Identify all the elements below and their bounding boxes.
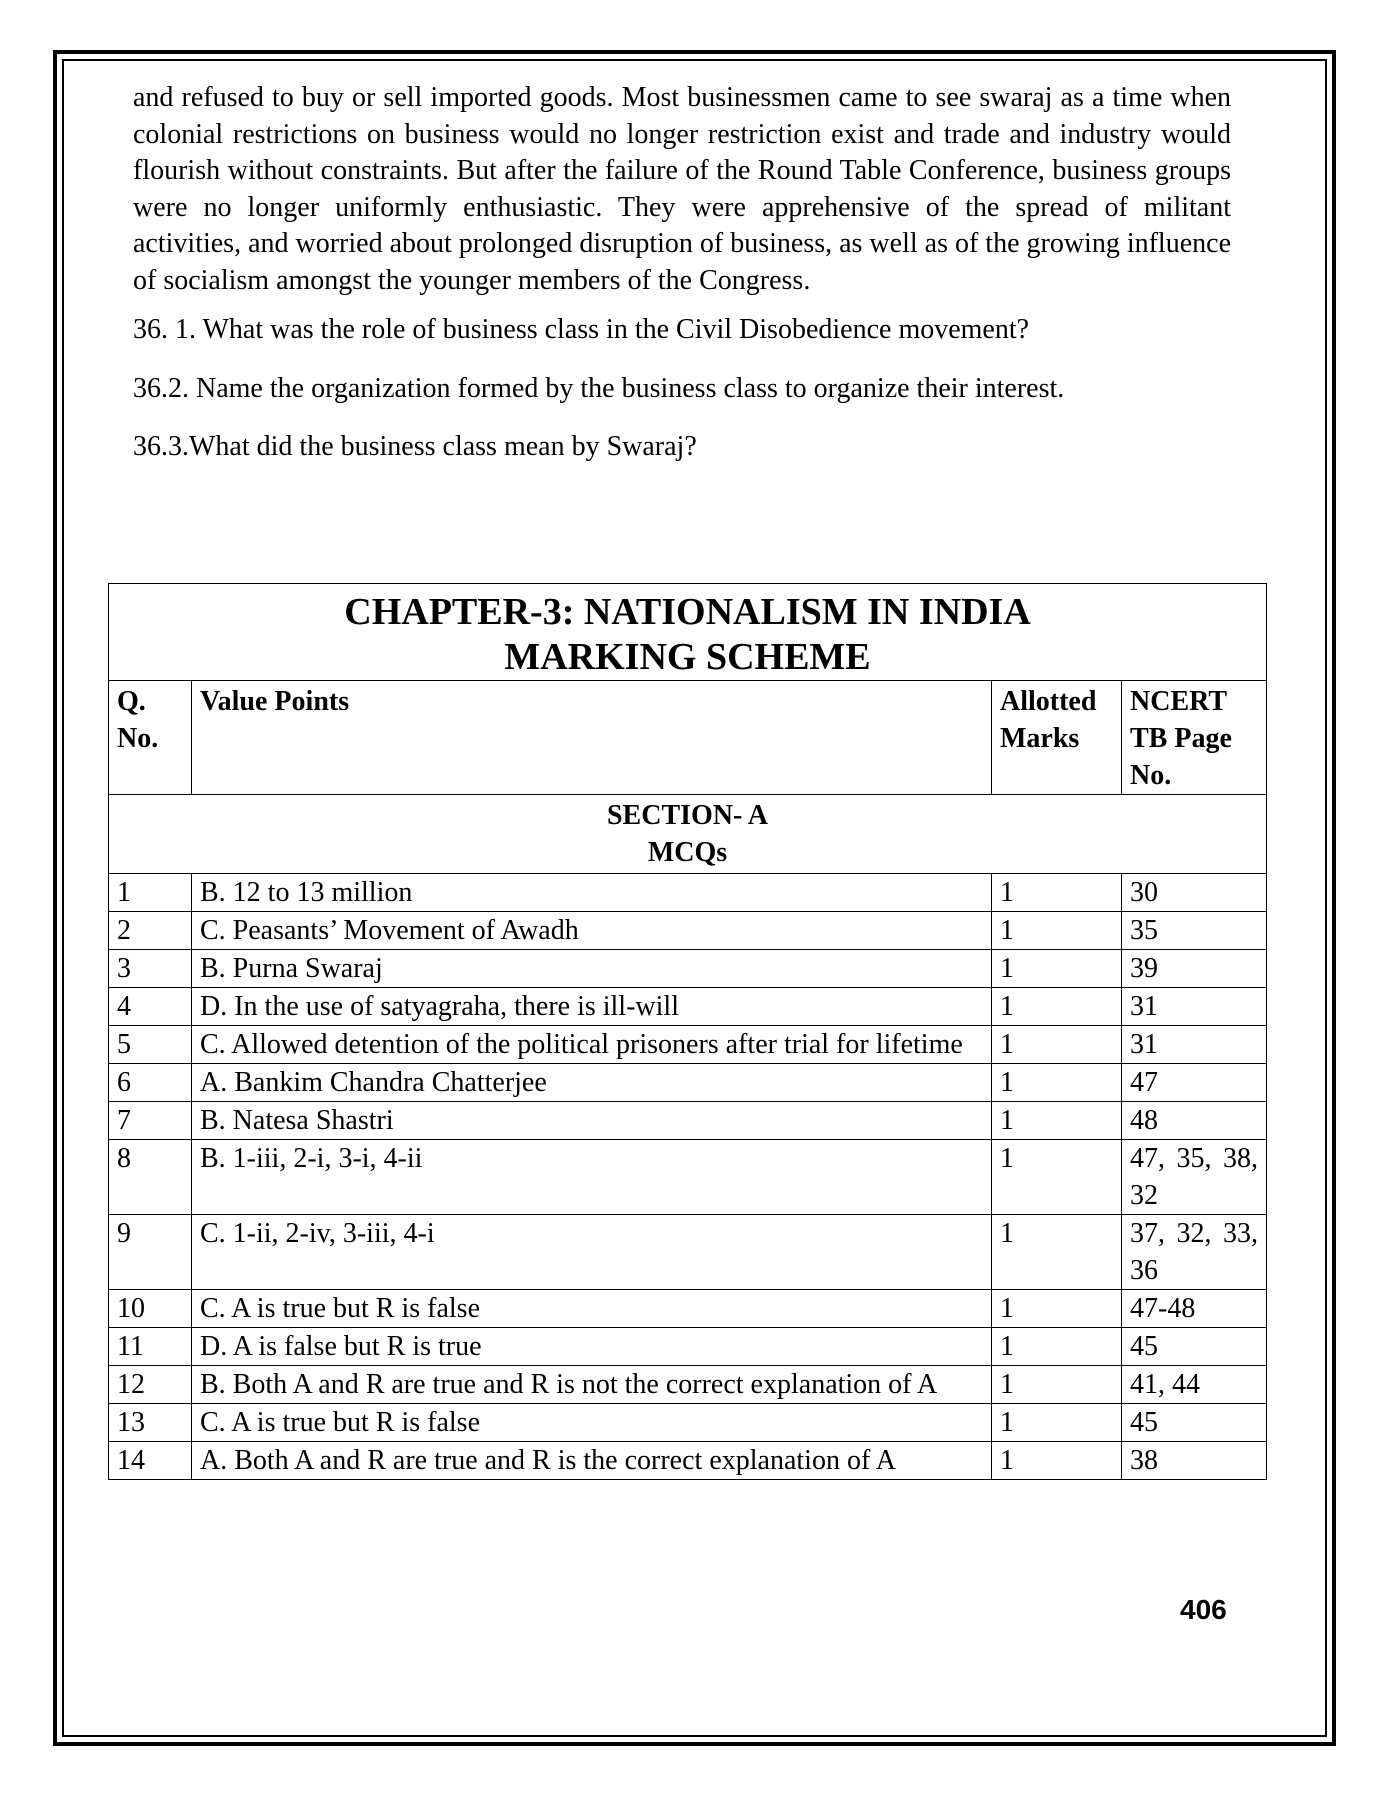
cell-marks: 1 — [992, 950, 1122, 988]
cell-ncert-page: 31 — [1122, 1026, 1267, 1064]
cell-qno: 8 — [109, 1140, 192, 1215]
table-row — [109, 1102, 1267, 1140]
table-row — [109, 1140, 1267, 1215]
cell-ncert-page: 35 — [1122, 912, 1267, 950]
question-36-3: 36.3.What did the business class mean by Swaraj? — [133, 431, 697, 462]
cell-answer: B. Natesa Shastri — [192, 1102, 992, 1140]
table-row — [109, 1366, 1267, 1404]
cell-answer: C. Peasants’ Movement of Awadh — [192, 912, 992, 950]
cell-ncert-page: 41, 44 — [1122, 1366, 1267, 1404]
cell-marks: 1 — [992, 1442, 1122, 1480]
table-row — [109, 988, 1267, 1026]
passage-text: and refused to buy or sell imported goods. Most businessmen came to see swaraj as a time when colonial restrictions on business would no longer restriction exist and trade and industry would flourish without constraints. But after the failure of the Round Table Conference, business groups were no longer uniformly enthusiastic. They were apprehensive of the spread of militant activities, and worried about prolonged disruption of business, as well as of the growing influence of socialism amongst the younger members of the Congress. — [133, 82, 1231, 296]
table-row — [109, 1442, 1267, 1480]
cell-answer: B. 12 to 13 million — [192, 874, 992, 912]
table-row — [109, 1215, 1267, 1290]
section-title: SECTION- A — [606, 800, 769, 831]
table-row — [109, 1064, 1267, 1102]
cell-ncert-page: 47, 35, 38, 32 — [1122, 1140, 1267, 1215]
cell-marks: 1 — [992, 1215, 1122, 1290]
cell-marks: 1 — [992, 1290, 1122, 1328]
cell-qno: 13 — [109, 1404, 192, 1442]
cell-qno: 1 — [109, 874, 192, 912]
table-row — [109, 874, 1267, 912]
table-row — [109, 1328, 1267, 1366]
cell-qno: 14 — [109, 1442, 192, 1480]
marking-scheme-title: MARKING SCHEME — [504, 636, 871, 678]
cell-ncert-page: 37, 32, 33, 36 — [1122, 1215, 1267, 1290]
table-row — [109, 912, 1267, 950]
table-row — [109, 1026, 1267, 1064]
question-36-2: 36.2. Name the organization formed by the business class to organize their interest. — [133, 373, 1065, 404]
marking-scheme-table — [108, 583, 1267, 1480]
question-36-1: 36. 1. What was the role of business class in the Civil Disobedience movement? — [133, 314, 1030, 345]
header-qno: Q. No. — [109, 681, 192, 795]
cell-marks: 1 — [992, 988, 1122, 1026]
cell-answer: C. Allowed detention of the political prisoners after trial for lifetime — [192, 1026, 992, 1064]
chapter-title: CHAPTER-3: NATIONALISM IN INDIA — [344, 591, 1031, 633]
page-content — [133, 80, 1231, 465]
cell-ncert-page: 31 — [1122, 988, 1267, 1026]
cell-answer: D. In the use of satyagraha, there is ill-will — [192, 988, 992, 1026]
section-heading — [109, 795, 1267, 874]
cell-ncert-page: 48 — [1122, 1102, 1267, 1140]
cell-qno: 10 — [109, 1290, 192, 1328]
cell-qno: 4 — [109, 988, 192, 1026]
cell-answer: C. 1-ii, 2-iv, 3-iii, 4-i — [192, 1215, 992, 1290]
marking-scheme-table-wrap — [108, 583, 1266, 1480]
table-title — [109, 584, 1267, 681]
cell-marks: 1 — [992, 1366, 1122, 1404]
cell-marks: 1 — [992, 1404, 1122, 1442]
cell-ncert-page: 45 — [1122, 1404, 1267, 1442]
cell-ncert-page: 47-48 — [1122, 1290, 1267, 1328]
page-number: 406 — [1180, 1594, 1227, 1625]
cell-ncert-page: 30 — [1122, 874, 1267, 912]
cell-qno: 2 — [109, 912, 192, 950]
header-value-points: Value Points — [192, 681, 992, 795]
cell-qno: 11 — [109, 1328, 192, 1366]
section-subtitle: MCQs — [647, 837, 728, 868]
cell-answer: C. A is true but R is false — [192, 1404, 992, 1442]
cell-qno: 3 — [109, 950, 192, 988]
cell-marks: 1 — [992, 1064, 1122, 1102]
cell-qno: 5 — [109, 1026, 192, 1064]
cell-marks: 1 — [992, 1026, 1122, 1064]
cell-marks: 1 — [992, 874, 1122, 912]
cell-marks: 1 — [992, 1102, 1122, 1140]
cell-answer: B. Both A and R are true and R is not the correct explanation of A — [192, 1366, 992, 1404]
cell-answer: B. Purna Swaraj — [192, 950, 992, 988]
cell-qno: 6 — [109, 1064, 192, 1102]
cell-ncert-page: 47 — [1122, 1064, 1267, 1102]
cell-qno: 7 — [109, 1102, 192, 1140]
cell-answer: D. A is false but R is true — [192, 1328, 992, 1366]
cell-ncert-page: 38 — [1122, 1442, 1267, 1480]
header-ncert-page: NCERT TB Page No. — [1122, 681, 1267, 795]
table-row — [109, 1290, 1267, 1328]
cell-ncert-page: 45 — [1122, 1328, 1267, 1366]
cell-answer: A. Both A and R are true and R is the correct explanation of A — [192, 1442, 992, 1480]
cell-answer: C. A is true but R is false — [192, 1290, 992, 1328]
cell-marks: 1 — [992, 1140, 1122, 1215]
header-allotted-marks: Allotted Marks — [992, 681, 1122, 795]
cell-answer: B. 1-iii, 2-i, 3-i, 4-ii — [192, 1140, 992, 1215]
cell-ncert-page: 39 — [1122, 950, 1267, 988]
cell-marks: 1 — [992, 1328, 1122, 1366]
cell-qno: 12 — [109, 1366, 192, 1404]
table-header-row — [109, 681, 1267, 795]
table-row — [109, 950, 1267, 988]
table-row — [109, 1404, 1267, 1442]
cell-answer: A. Bankim Chandra Chatterjee — [192, 1064, 992, 1102]
cell-qno: 9 — [109, 1215, 192, 1290]
cell-marks: 1 — [992, 912, 1122, 950]
